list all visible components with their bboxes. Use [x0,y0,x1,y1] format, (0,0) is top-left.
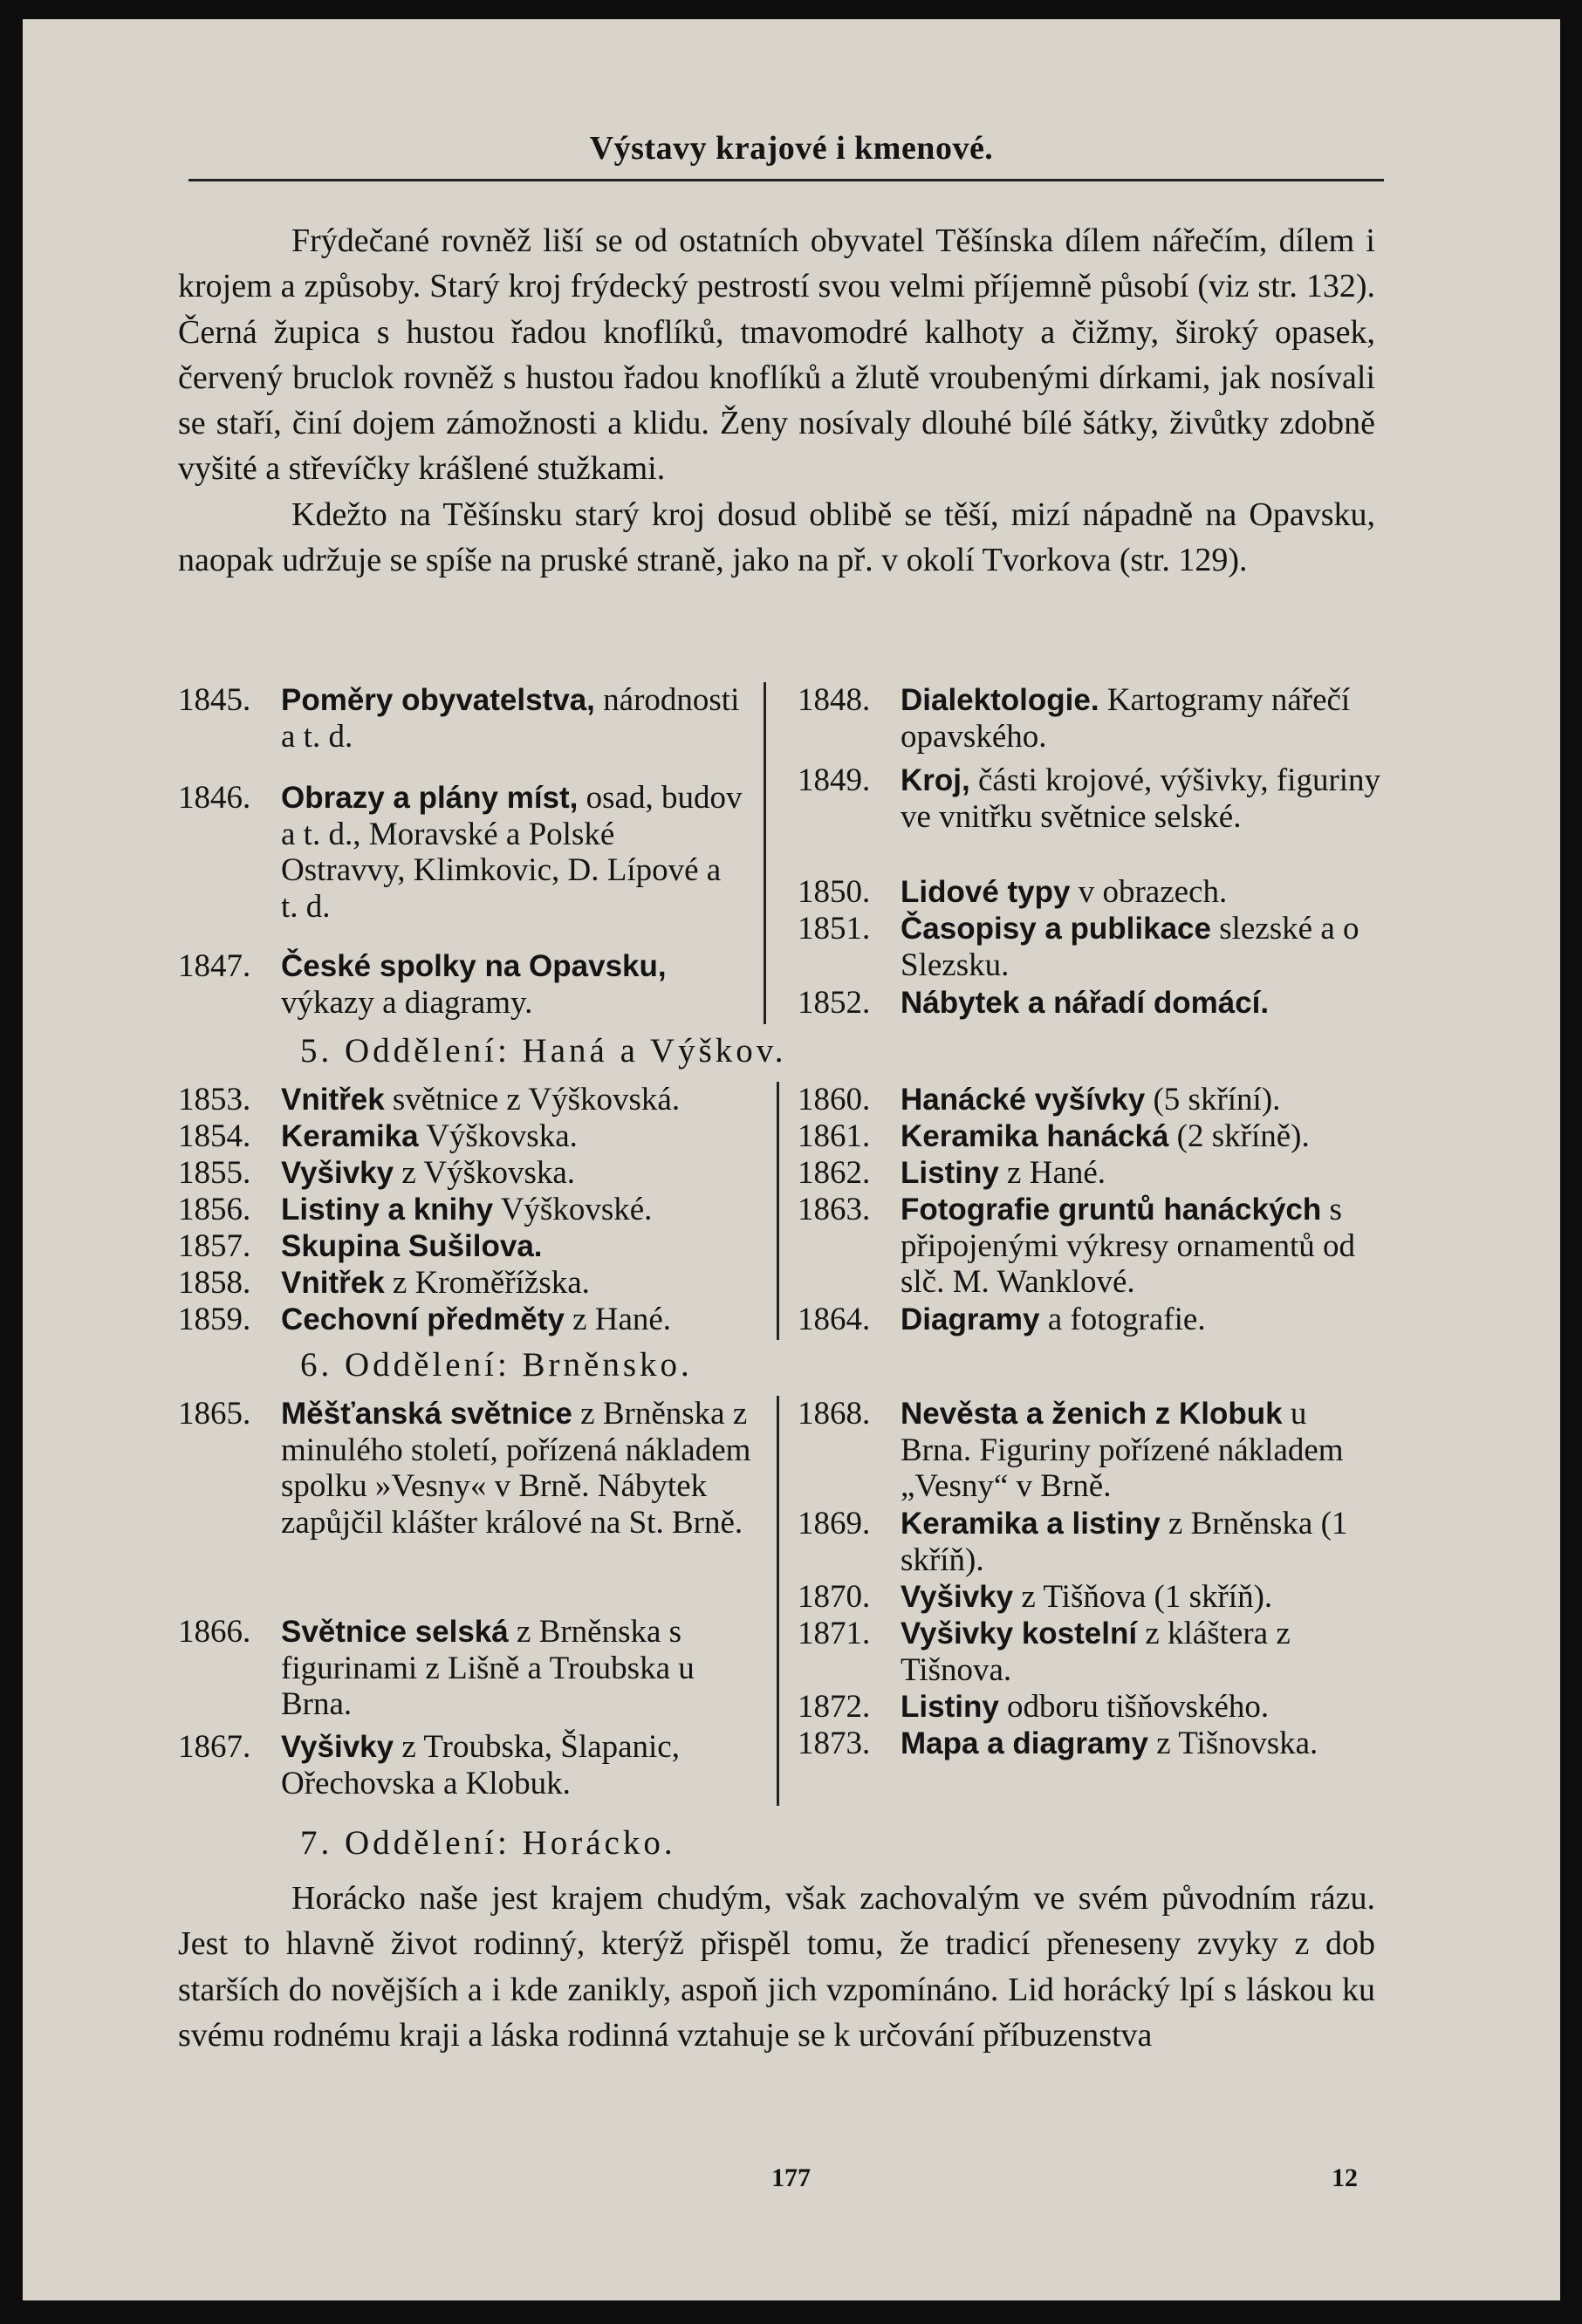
column-divider [777,1082,779,1340]
page-number: 177 [771,2163,811,2192]
entry-1845: 1845. Poměry obyvatelstva, národnosti a t. d. [178,682,740,755]
entry-1861: 1861. Keramika hanácká (2 skříně). [798,1118,1310,1154]
entry-1862: 1862. Listiny z Hané. [798,1155,1106,1191]
entry-1854: 1854. Keramika Výškovska. [178,1118,578,1154]
closing-paragraph: Horácko naše jest krajem chudým, však zachovalým ve svém původním rázu. Jest to hlavně život rodinný, kterýž přispěl tomu, že tradicí přeneseny zvyky z dob starších do novějších a i kde zanikly, aspoň jich vzpomínáno. Lid horácký lpí s láskou ku svému rodnému kraji a láska rodinná vztahuje se k určování příbuzenstva [178,1880,1375,2054]
entry-1846: 1846. Obrazy a plány míst, osad, budov a t. d., Moravské a Polské Ostravvy, Klimkovic, D. Lípové a t. d. [178,780,743,925]
entry-1868: 1868. Nevěsta a ženich z Klobuk u Brna. Figuriny pořízené nákladem „Vesny“ v Brně. [798,1396,1344,1504]
column-divider [764,682,766,1024]
entry-1850: 1850. Lidové typy v obrazech. [798,874,1228,910]
entry-1871: 1871. Vyšivky kostelní z kláštera z Tišnova. [798,1616,1291,1688]
section-5-title: 5. Oddělení: Haná a Výškov. [300,1032,787,1070]
entry-1865: 1865. Měšťanská světnice z Brněnska z minulého století, pořízená nákladem spolku »Vesny« v Brně. Nábytek zapůjčil klášter králové na St. Brně. [178,1396,751,1541]
entry-1852: 1852. Nábytek a nářadí domácí. [798,985,1270,1021]
entry-1856: 1856. Listiny a knihy Výškovské. [178,1192,653,1227]
entry-1851: 1851. Časopisy a publikace slezské a o Slezsku. [798,911,1359,983]
running-header: Výstavy krajové i kmenové. [589,130,994,167]
section-6-title: 6. Oddělení: Brněnsko. [300,1346,693,1384]
closing-text [178,1876,1375,2058]
entry-1847: 1847. České spolky na Opavsku, výkazy a diagramy. [178,948,667,1021]
entry-1872: 1872. Listiny odboru tišňovského. [798,1689,1270,1725]
entry-1848: 1848. Dialektologie. Kartogramy nářečí opavského. [798,682,1351,755]
scanned-page [23,19,1560,2300]
entry-1863: 1863. Fotografie gruntů hanáckých s připojenými výkresy ornamentů od slč. M. Wanklové. [798,1192,1355,1300]
entry-1869: 1869. Keramika a listiny z Brněnska (1 skříň). [798,1506,1348,1578]
intro-paragraph-1: Frýdečané rovněž liší se od ostatních obyvatel Těšínska dílem nářečím, dílem i krojem a způsoby. Starý kroj frýdecký pestrostí svou velmi příjemně působí (viz str. 132). Černá župica s hustou řadou knoflíků, tmavomodré kalhoty a čižmy, široký opasek, červený bruclok rovněž s hustou řadou knoflíků a žlutě vroubenými dírkami, jak nosívali se staří, činí dojem zámožnosti a klidu. Ženy nosívaly dlouhé bílé šátky, živůtky zdobně vyšité a střevíčky krášlené stužkami. [178,222,1375,488]
entry-1859: 1859. Cechovní předměty z Hané. [178,1302,672,1337]
entry-1873: 1873. Mapa a diagramy z Tišnovska. [798,1726,1318,1761]
entry-1870: 1870. Vyšivky z Tišňova (1 skříň). [798,1579,1273,1615]
entry-1860: 1860. Hanácké vyšívky (5 skříní). [798,1082,1281,1118]
entry-1867: 1867. Vyšivky z Troubska, Šlapanic, Ořechovska a Klobuk. [178,1729,680,1801]
signature-mark: 12 [1332,2163,1358,2192]
entry-1855: 1855. Vyšivky z Výškovska. [178,1155,576,1191]
entry-1864: 1864. Diagramy a fotografie. [798,1302,1206,1337]
column-divider [777,1396,779,1806]
entry-1857: 1857. Skupina Sušilova. [178,1228,543,1264]
intro-text [178,218,1375,583]
entry-1849: 1849. Kroj, části krojové, výšivky, figuriny ve vnitřku světnice selské. [798,762,1381,835]
entry-1853: 1853. Vnitřek světnice z Výškovská. [178,1082,681,1118]
section-7-title: 7. Oddělení: Horácko. [300,1824,676,1862]
intro-paragraph-2: Kdežto na Těšínsku starý kroj dosud oblibě se těší, mizí nápadně na Opavsku, naopak udržuje se spíše na pruské straně, jako na př. v okolí Tvorkova (str. 129). [178,496,1375,579]
header-rule [188,179,1384,181]
entry-1858: 1858. Vnitřek z Kroměřížska. [178,1265,590,1301]
entry-1866: 1866. Světnice selská z Brněnska s figurinami z Lišně a Troubska u Brna. [178,1614,695,1722]
